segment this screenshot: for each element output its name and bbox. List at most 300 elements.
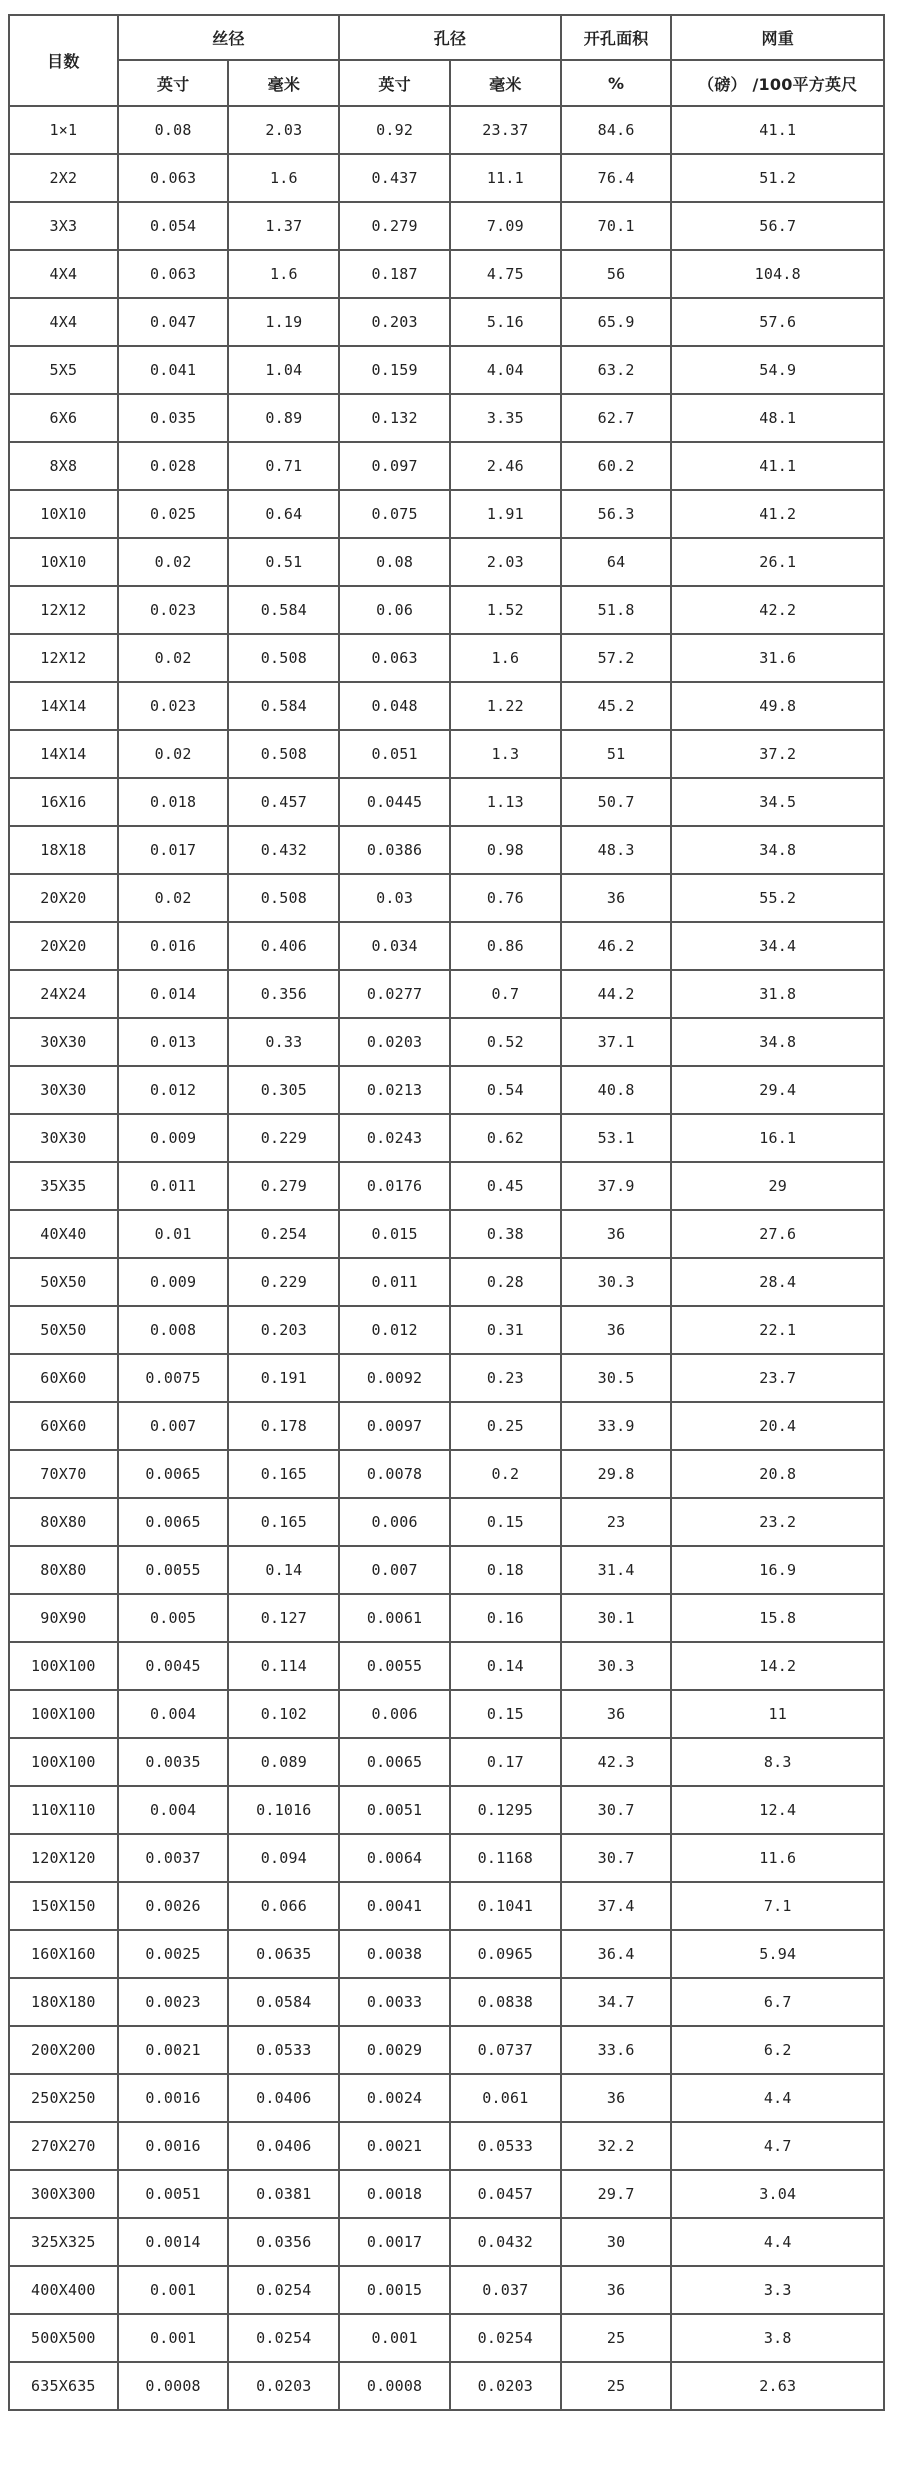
cell-wire-inch: 0.011 bbox=[118, 1162, 229, 1210]
cell-aperture-inch: 0.0176 bbox=[339, 1162, 450, 1210]
cell-aperture-inch: 0.0061 bbox=[339, 1594, 450, 1642]
cell-wire-inch: 0.054 bbox=[118, 202, 229, 250]
cell-mesh: 90X90 bbox=[9, 1594, 118, 1642]
cell-aperture-inch: 0.075 bbox=[339, 490, 450, 538]
cell-mesh: 14X14 bbox=[9, 730, 118, 778]
cell-mesh: 35X35 bbox=[9, 1162, 118, 1210]
cell-wire-mm: 0.51 bbox=[228, 538, 339, 586]
header-weight: 网重 bbox=[671, 15, 884, 60]
cell-aperture-mm: 0.17 bbox=[450, 1738, 561, 1786]
cell-weight: 23.7 bbox=[671, 1354, 884, 1402]
cell-open-area: 37.1 bbox=[561, 1018, 672, 1066]
cell-aperture-inch: 0.203 bbox=[339, 298, 450, 346]
cell-aperture-mm: 0.52 bbox=[450, 1018, 561, 1066]
cell-mesh: 12X12 bbox=[9, 586, 118, 634]
cell-open-area: 76.4 bbox=[561, 154, 672, 202]
header-open-area-unit: % bbox=[561, 60, 672, 106]
cell-aperture-mm: 0.76 bbox=[450, 874, 561, 922]
header-wire-inch: 英寸 bbox=[118, 60, 229, 106]
cell-mesh: 30X30 bbox=[9, 1114, 118, 1162]
cell-mesh: 150X150 bbox=[9, 1882, 118, 1930]
cell-wire-mm: 0.584 bbox=[228, 586, 339, 634]
cell-open-area: 37.9 bbox=[561, 1162, 672, 1210]
cell-wire-inch: 0.025 bbox=[118, 490, 229, 538]
cell-wire-mm: 0.457 bbox=[228, 778, 339, 826]
header-aperture: 孔径 bbox=[339, 15, 561, 60]
cell-weight: 16.9 bbox=[671, 1546, 884, 1594]
table-row bbox=[9, 1354, 884, 1402]
cell-weight: 31.6 bbox=[671, 634, 884, 682]
cell-weight: 20.8 bbox=[671, 1450, 884, 1498]
cell-mesh: 10X10 bbox=[9, 538, 118, 586]
cell-wire-inch: 0.009 bbox=[118, 1258, 229, 1306]
spec-table-container bbox=[8, 14, 885, 2411]
cell-wire-mm: 0.89 bbox=[228, 394, 339, 442]
cell-open-area: 51.8 bbox=[561, 586, 672, 634]
cell-aperture-mm: 0.16 bbox=[450, 1594, 561, 1642]
cell-open-area: 25 bbox=[561, 2314, 672, 2362]
table-header bbox=[9, 15, 884, 106]
cell-aperture-inch: 0.0203 bbox=[339, 1018, 450, 1066]
cell-aperture-mm: 0.18 bbox=[450, 1546, 561, 1594]
cell-wire-inch: 0.02 bbox=[118, 634, 229, 682]
cell-wire-inch: 0.013 bbox=[118, 1018, 229, 1066]
cell-wire-inch: 0.063 bbox=[118, 250, 229, 298]
cell-open-area: 25 bbox=[561, 2362, 672, 2410]
table-row bbox=[9, 202, 884, 250]
cell-open-area: 63.2 bbox=[561, 346, 672, 394]
cell-wire-mm: 0.584 bbox=[228, 682, 339, 730]
table-row bbox=[9, 922, 884, 970]
cell-weight: 41.1 bbox=[671, 442, 884, 490]
cell-wire-mm: 0.1016 bbox=[228, 1786, 339, 1834]
cell-wire-mm: 0.64 bbox=[228, 490, 339, 538]
cell-weight: 34.4 bbox=[671, 922, 884, 970]
header-aperture-mm: 毫米 bbox=[450, 60, 561, 106]
cell-wire-mm: 2.03 bbox=[228, 106, 339, 154]
cell-aperture-inch: 0.001 bbox=[339, 2314, 450, 2362]
cell-aperture-mm: 2.46 bbox=[450, 442, 561, 490]
cell-open-area: 30.7 bbox=[561, 1834, 672, 1882]
cell-aperture-inch: 0.006 bbox=[339, 1498, 450, 1546]
table-row bbox=[9, 538, 884, 586]
cell-wire-mm: 0.508 bbox=[228, 730, 339, 778]
cell-open-area: 32.2 bbox=[561, 2122, 672, 2170]
cell-aperture-mm: 0.0965 bbox=[450, 1930, 561, 1978]
cell-aperture-mm: 1.52 bbox=[450, 586, 561, 634]
cell-aperture-mm: 0.1168 bbox=[450, 1834, 561, 1882]
cell-open-area: 30 bbox=[561, 2218, 672, 2266]
cell-wire-mm: 0.0254 bbox=[228, 2314, 339, 2362]
cell-wire-mm: 0.279 bbox=[228, 1162, 339, 1210]
cell-wire-mm: 0.165 bbox=[228, 1498, 339, 1546]
cell-open-area: 62.7 bbox=[561, 394, 672, 442]
table-row bbox=[9, 394, 884, 442]
cell-aperture-mm: 0.45 bbox=[450, 1162, 561, 1210]
cell-wire-mm: 0.191 bbox=[228, 1354, 339, 1402]
cell-aperture-inch: 0.06 bbox=[339, 586, 450, 634]
cell-mesh: 14X14 bbox=[9, 682, 118, 730]
cell-wire-inch: 0.063 bbox=[118, 154, 229, 202]
table-row bbox=[9, 2074, 884, 2122]
cell-weight: 28.4 bbox=[671, 1258, 884, 1306]
cell-aperture-inch: 0.007 bbox=[339, 1546, 450, 1594]
cell-open-area: 84.6 bbox=[561, 106, 672, 154]
cell-weight: 15.8 bbox=[671, 1594, 884, 1642]
cell-aperture-inch: 0.0064 bbox=[339, 1834, 450, 1882]
table-row bbox=[9, 1018, 884, 1066]
cell-weight: 6.7 bbox=[671, 1978, 884, 2026]
cell-mesh: 110X110 bbox=[9, 1786, 118, 1834]
cell-mesh: 4X4 bbox=[9, 298, 118, 346]
table-row bbox=[9, 1834, 884, 1882]
cell-aperture-mm: 1.91 bbox=[450, 490, 561, 538]
cell-weight: 34.5 bbox=[671, 778, 884, 826]
cell-wire-mm: 1.6 bbox=[228, 154, 339, 202]
cell-open-area: 30.7 bbox=[561, 1786, 672, 1834]
cell-open-area: 45.2 bbox=[561, 682, 672, 730]
cell-wire-mm: 1.19 bbox=[228, 298, 339, 346]
cell-weight: 57.6 bbox=[671, 298, 884, 346]
cell-aperture-inch: 0.08 bbox=[339, 538, 450, 586]
cell-wire-mm: 0.165 bbox=[228, 1450, 339, 1498]
table-row bbox=[9, 1786, 884, 1834]
cell-weight: 7.1 bbox=[671, 1882, 884, 1930]
cell-mesh: 70X70 bbox=[9, 1450, 118, 1498]
cell-aperture-inch: 0.0041 bbox=[339, 1882, 450, 1930]
cell-aperture-inch: 0.279 bbox=[339, 202, 450, 250]
cell-mesh: 20X20 bbox=[9, 922, 118, 970]
cell-aperture-inch: 0.0092 bbox=[339, 1354, 450, 1402]
cell-aperture-mm: 0.62 bbox=[450, 1114, 561, 1162]
header-row-top bbox=[9, 15, 884, 60]
cell-wire-inch: 0.0016 bbox=[118, 2122, 229, 2170]
table-body bbox=[9, 106, 884, 2410]
cell-weight: 4.4 bbox=[671, 2218, 884, 2266]
table-row bbox=[9, 634, 884, 682]
cell-weight: 29 bbox=[671, 1162, 884, 1210]
cell-aperture-inch: 0.0386 bbox=[339, 826, 450, 874]
cell-open-area: 42.3 bbox=[561, 1738, 672, 1786]
cell-weight: 29.4 bbox=[671, 1066, 884, 1114]
table-row bbox=[9, 1642, 884, 1690]
cell-aperture-inch: 0.0213 bbox=[339, 1066, 450, 1114]
table-row bbox=[9, 298, 884, 346]
cell-open-area: 30.3 bbox=[561, 1642, 672, 1690]
cell-mesh: 160X160 bbox=[9, 1930, 118, 1978]
cell-wire-mm: 0.0406 bbox=[228, 2122, 339, 2170]
cell-wire-mm: 0.0203 bbox=[228, 2362, 339, 2410]
cell-aperture-inch: 0.015 bbox=[339, 1210, 450, 1258]
cell-open-area: 60.2 bbox=[561, 442, 672, 490]
cell-wire-mm: 0.229 bbox=[228, 1114, 339, 1162]
cell-aperture-mm: 0.0838 bbox=[450, 1978, 561, 2026]
cell-wire-inch: 0.0065 bbox=[118, 1498, 229, 1546]
cell-aperture-inch: 0.048 bbox=[339, 682, 450, 730]
cell-mesh: 250X250 bbox=[9, 2074, 118, 2122]
cell-wire-inch: 0.0075 bbox=[118, 1354, 229, 1402]
cell-weight: 3.04 bbox=[671, 2170, 884, 2218]
cell-wire-inch: 0.016 bbox=[118, 922, 229, 970]
cell-aperture-mm: 23.37 bbox=[450, 106, 561, 154]
cell-weight: 26.1 bbox=[671, 538, 884, 586]
cell-wire-inch: 0.0025 bbox=[118, 1930, 229, 1978]
cell-wire-inch: 0.0037 bbox=[118, 1834, 229, 1882]
table-row bbox=[9, 1210, 884, 1258]
cell-wire-mm: 1.6 bbox=[228, 250, 339, 298]
cell-aperture-inch: 0.0038 bbox=[339, 1930, 450, 1978]
cell-wire-inch: 0.007 bbox=[118, 1402, 229, 1450]
cell-wire-inch: 0.014 bbox=[118, 970, 229, 1018]
table-row bbox=[9, 2170, 884, 2218]
cell-aperture-inch: 0.0065 bbox=[339, 1738, 450, 1786]
cell-wire-mm: 0.0356 bbox=[228, 2218, 339, 2266]
table-row bbox=[9, 1930, 884, 1978]
cell-aperture-inch: 0.0029 bbox=[339, 2026, 450, 2074]
cell-mesh: 40X40 bbox=[9, 1210, 118, 1258]
cell-aperture-mm: 1.6 bbox=[450, 634, 561, 682]
cell-mesh: 30X30 bbox=[9, 1018, 118, 1066]
cell-mesh: 50X50 bbox=[9, 1258, 118, 1306]
cell-wire-inch: 0.001 bbox=[118, 2266, 229, 2314]
cell-aperture-mm: 2.03 bbox=[450, 538, 561, 586]
cell-aperture-mm: 7.09 bbox=[450, 202, 561, 250]
cell-wire-inch: 0.0065 bbox=[118, 1450, 229, 1498]
cell-aperture-mm: 0.25 bbox=[450, 1402, 561, 1450]
table-row bbox=[9, 682, 884, 730]
cell-mesh: 1×1 bbox=[9, 106, 118, 154]
cell-wire-inch: 0.02 bbox=[118, 874, 229, 922]
cell-wire-mm: 0.229 bbox=[228, 1258, 339, 1306]
cell-open-area: 50.7 bbox=[561, 778, 672, 826]
cell-weight: 34.8 bbox=[671, 1018, 884, 1066]
cell-aperture-mm: 0.0533 bbox=[450, 2122, 561, 2170]
cell-aperture-inch: 0.034 bbox=[339, 922, 450, 970]
cell-wire-inch: 0.0035 bbox=[118, 1738, 229, 1786]
cell-aperture-mm: 0.98 bbox=[450, 826, 561, 874]
table-row bbox=[9, 1162, 884, 1210]
cell-open-area: 46.2 bbox=[561, 922, 672, 970]
cell-mesh: 10X10 bbox=[9, 490, 118, 538]
wire-mesh-spec-table bbox=[8, 14, 885, 2411]
cell-open-area: 23 bbox=[561, 1498, 672, 1546]
cell-mesh: 20X20 bbox=[9, 874, 118, 922]
table-row bbox=[9, 442, 884, 490]
cell-aperture-inch: 0.012 bbox=[339, 1306, 450, 1354]
cell-wire-mm: 0.0584 bbox=[228, 1978, 339, 2026]
table-row bbox=[9, 346, 884, 394]
cell-wire-inch: 0.02 bbox=[118, 538, 229, 586]
cell-weight: 22.1 bbox=[671, 1306, 884, 1354]
cell-aperture-mm: 0.86 bbox=[450, 922, 561, 970]
table-row bbox=[9, 2218, 884, 2266]
cell-weight: 27.6 bbox=[671, 1210, 884, 1258]
cell-open-area: 30.3 bbox=[561, 1258, 672, 1306]
cell-wire-mm: 0.066 bbox=[228, 1882, 339, 1930]
cell-weight: 34.8 bbox=[671, 826, 884, 874]
table-row bbox=[9, 1402, 884, 1450]
cell-mesh: 120X120 bbox=[9, 1834, 118, 1882]
cell-aperture-mm: 0.0457 bbox=[450, 2170, 561, 2218]
cell-mesh: 635X635 bbox=[9, 2362, 118, 2410]
cell-weight: 48.1 bbox=[671, 394, 884, 442]
cell-weight: 49.8 bbox=[671, 682, 884, 730]
cell-open-area: 36.4 bbox=[561, 1930, 672, 1978]
cell-aperture-mm: 3.35 bbox=[450, 394, 561, 442]
cell-wire-inch: 0.01 bbox=[118, 1210, 229, 1258]
cell-wire-mm: 0.0254 bbox=[228, 2266, 339, 2314]
cell-weight: 23.2 bbox=[671, 1498, 884, 1546]
cell-wire-mm: 0.305 bbox=[228, 1066, 339, 1114]
cell-wire-mm: 0.71 bbox=[228, 442, 339, 490]
cell-aperture-inch: 0.0277 bbox=[339, 970, 450, 1018]
table-row bbox=[9, 1306, 884, 1354]
cell-weight: 3.8 bbox=[671, 2314, 884, 2362]
cell-aperture-mm: 0.0254 bbox=[450, 2314, 561, 2362]
cell-aperture-mm: 0.7 bbox=[450, 970, 561, 1018]
cell-mesh: 24X24 bbox=[9, 970, 118, 1018]
cell-open-area: 48.3 bbox=[561, 826, 672, 874]
cell-mesh: 100X100 bbox=[9, 1690, 118, 1738]
cell-aperture-mm: 0.037 bbox=[450, 2266, 561, 2314]
cell-wire-inch: 0.0051 bbox=[118, 2170, 229, 2218]
cell-open-area: 64 bbox=[561, 538, 672, 586]
cell-open-area: 56 bbox=[561, 250, 672, 298]
cell-wire-inch: 0.0016 bbox=[118, 2074, 229, 2122]
cell-aperture-mm: 0.1295 bbox=[450, 1786, 561, 1834]
table-row bbox=[9, 490, 884, 538]
cell-wire-mm: 0.0406 bbox=[228, 2074, 339, 2122]
cell-aperture-mm: 0.31 bbox=[450, 1306, 561, 1354]
cell-open-area: 51 bbox=[561, 730, 672, 778]
cell-wire-inch: 0.02 bbox=[118, 730, 229, 778]
cell-wire-inch: 0.0026 bbox=[118, 1882, 229, 1930]
table-row bbox=[9, 1738, 884, 1786]
cell-mesh: 180X180 bbox=[9, 1978, 118, 2026]
cell-mesh: 100X100 bbox=[9, 1642, 118, 1690]
table-row bbox=[9, 1114, 884, 1162]
cell-wire-mm: 0.203 bbox=[228, 1306, 339, 1354]
cell-weight: 12.4 bbox=[671, 1786, 884, 1834]
cell-aperture-inch: 0.011 bbox=[339, 1258, 450, 1306]
cell-wire-inch: 0.012 bbox=[118, 1066, 229, 1114]
cell-mesh: 4X4 bbox=[9, 250, 118, 298]
cell-aperture-inch: 0.0033 bbox=[339, 1978, 450, 2026]
cell-aperture-mm: 0.0203 bbox=[450, 2362, 561, 2410]
cell-weight: 51.2 bbox=[671, 154, 884, 202]
cell-open-area: 33.6 bbox=[561, 2026, 672, 2074]
cell-aperture-inch: 0.0243 bbox=[339, 1114, 450, 1162]
cell-wire-inch: 0.0045 bbox=[118, 1642, 229, 1690]
cell-aperture-mm: 0.15 bbox=[450, 1690, 561, 1738]
cell-mesh: 18X18 bbox=[9, 826, 118, 874]
cell-open-area: 31.4 bbox=[561, 1546, 672, 1594]
cell-weight: 54.9 bbox=[671, 346, 884, 394]
cell-aperture-mm: 0.0432 bbox=[450, 2218, 561, 2266]
cell-wire-mm: 0.508 bbox=[228, 634, 339, 682]
cell-wire-inch: 0.009 bbox=[118, 1114, 229, 1162]
cell-weight: 4.4 bbox=[671, 2074, 884, 2122]
cell-aperture-mm: 0.1041 bbox=[450, 1882, 561, 1930]
table-row bbox=[9, 2266, 884, 2314]
cell-aperture-inch: 0.0015 bbox=[339, 2266, 450, 2314]
cell-aperture-mm: 4.04 bbox=[450, 346, 561, 394]
cell-aperture-mm: 1.3 bbox=[450, 730, 561, 778]
cell-mesh: 8X8 bbox=[9, 442, 118, 490]
header-weight-unit: （磅） /100平方英尺 bbox=[671, 60, 884, 106]
header-wire-mm: 毫米 bbox=[228, 60, 339, 106]
table-row bbox=[9, 1066, 884, 1114]
cell-aperture-inch: 0.097 bbox=[339, 442, 450, 490]
cell-weight: 41.2 bbox=[671, 490, 884, 538]
cell-open-area: 29.7 bbox=[561, 2170, 672, 2218]
cell-mesh: 300X300 bbox=[9, 2170, 118, 2218]
cell-open-area: 36 bbox=[561, 1690, 672, 1738]
header-mesh: 目数 bbox=[9, 15, 118, 106]
cell-weight: 5.94 bbox=[671, 1930, 884, 1978]
cell-mesh: 500X500 bbox=[9, 2314, 118, 2362]
cell-wire-inch: 0.0055 bbox=[118, 1546, 229, 1594]
cell-wire-inch: 0.035 bbox=[118, 394, 229, 442]
cell-aperture-mm: 0.15 bbox=[450, 1498, 561, 1546]
cell-aperture-inch: 0.0097 bbox=[339, 1402, 450, 1450]
table-row bbox=[9, 1450, 884, 1498]
table-row bbox=[9, 106, 884, 154]
table-row bbox=[9, 1258, 884, 1306]
table-row bbox=[9, 2122, 884, 2170]
table-row bbox=[9, 826, 884, 874]
cell-aperture-inch: 0.0018 bbox=[339, 2170, 450, 2218]
cell-aperture-mm: 11.1 bbox=[450, 154, 561, 202]
cell-wire-mm: 0.254 bbox=[228, 1210, 339, 1258]
cell-weight: 104.8 bbox=[671, 250, 884, 298]
cell-wire-mm: 0.0533 bbox=[228, 2026, 339, 2074]
cell-wire-mm: 1.37 bbox=[228, 202, 339, 250]
cell-mesh: 2X2 bbox=[9, 154, 118, 202]
cell-wire-mm: 1.04 bbox=[228, 346, 339, 394]
cell-weight: 11 bbox=[671, 1690, 884, 1738]
cell-wire-inch: 0.0023 bbox=[118, 1978, 229, 2026]
cell-mesh: 12X12 bbox=[9, 634, 118, 682]
cell-open-area: 57.2 bbox=[561, 634, 672, 682]
cell-wire-inch: 0.004 bbox=[118, 1690, 229, 1738]
cell-wire-inch: 0.001 bbox=[118, 2314, 229, 2362]
cell-open-area: 36 bbox=[561, 2266, 672, 2314]
cell-open-area: 30.1 bbox=[561, 1594, 672, 1642]
table-row bbox=[9, 1594, 884, 1642]
cell-aperture-mm: 5.16 bbox=[450, 298, 561, 346]
cell-aperture-inch: 0.0055 bbox=[339, 1642, 450, 1690]
cell-mesh: 6X6 bbox=[9, 394, 118, 442]
cell-mesh: 5X5 bbox=[9, 346, 118, 394]
cell-open-area: 53.1 bbox=[561, 1114, 672, 1162]
cell-wire-inch: 0.047 bbox=[118, 298, 229, 346]
cell-open-area: 29.8 bbox=[561, 1450, 672, 1498]
cell-wire-inch: 0.004 bbox=[118, 1786, 229, 1834]
cell-aperture-mm: 0.0737 bbox=[450, 2026, 561, 2074]
cell-mesh: 16X16 bbox=[9, 778, 118, 826]
table-row bbox=[9, 1498, 884, 1546]
cell-aperture-inch: 0.03 bbox=[339, 874, 450, 922]
cell-weight: 6.2 bbox=[671, 2026, 884, 2074]
cell-aperture-mm: 0.28 bbox=[450, 1258, 561, 1306]
cell-weight: 2.63 bbox=[671, 2362, 884, 2410]
cell-mesh: 270X270 bbox=[9, 2122, 118, 2170]
cell-wire-mm: 0.114 bbox=[228, 1642, 339, 1690]
cell-aperture-mm: 0.14 bbox=[450, 1642, 561, 1690]
cell-wire-mm: 0.432 bbox=[228, 826, 339, 874]
cell-weight: 41.1 bbox=[671, 106, 884, 154]
